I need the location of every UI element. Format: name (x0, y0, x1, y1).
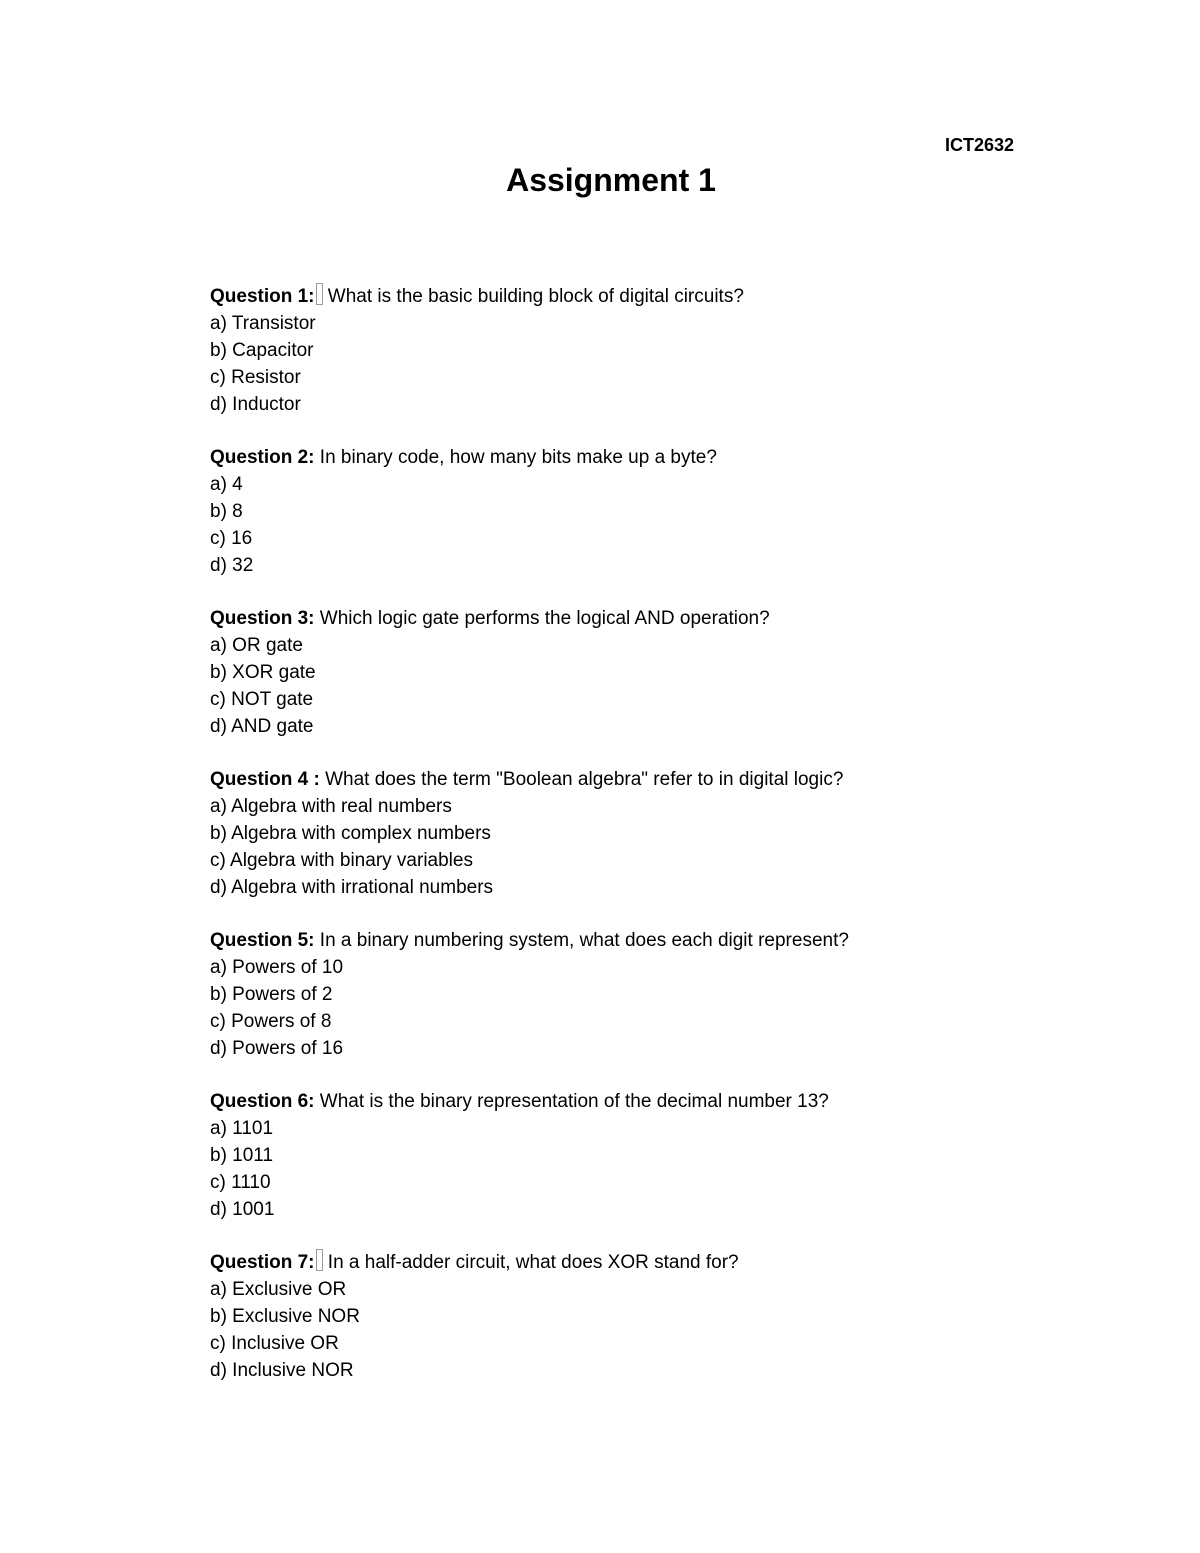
answer-option: c) NOT gate (210, 689, 314, 710)
question-label: Question 2: (210, 447, 315, 468)
answer-option: a) Algebra with real numbers (210, 796, 452, 817)
question-text: In a half-adder circuit, what does XOR stand for? (327, 1252, 739, 1273)
answer-option: c) Algebra with binary variables (210, 850, 473, 871)
question-3 (210, 605, 1070, 740)
answer-option: b) Exclusive NOR (210, 1306, 360, 1327)
question-label: Question 3: (210, 608, 315, 629)
question-6 (210, 1088, 1070, 1223)
answer-option: a) OR gate (210, 635, 303, 656)
answer-option: c) Powers of 8 (210, 1011, 332, 1032)
answer-option: b) 8 (210, 501, 243, 522)
answer-option: c) Inclusive OR (210, 1333, 339, 1354)
answer-option: b) 1011 (210, 1145, 274, 1166)
answer-option: c) 16 (210, 528, 253, 549)
page-title: Assignment 1 (506, 162, 716, 198)
question-text: What is the basic building block of digital circuits? (327, 286, 744, 307)
course-code: ICT2632 (944, 135, 1014, 155)
question-label: Question 4 : (210, 769, 320, 790)
answer-option: a) 4 (210, 474, 243, 495)
answer-option: b) XOR gate (210, 662, 316, 683)
answer-option: a) Powers of 10 (210, 957, 344, 978)
question-label: Question 6: (210, 1091, 315, 1112)
question-text: In a binary numbering system, what does each digit represent? (319, 930, 849, 951)
answer-option: d) 1001 (210, 1199, 275, 1220)
answer-option: d) Algebra with irrational numbers (210, 877, 494, 898)
answer-option: d) Inclusive NOR (210, 1360, 354, 1381)
answer-option: d) AND gate (210, 716, 314, 737)
question-2 (210, 444, 1070, 579)
question-label: Question 1: (210, 286, 315, 307)
question-4 (210, 766, 1070, 901)
answer-option: d) Inductor (210, 394, 301, 415)
text-cursor-marker (316, 283, 323, 305)
question-text: Which logic gate performs the logical AND operation? (319, 608, 770, 629)
question-text: What is the binary representation of the decimal number 13? (319, 1091, 829, 1112)
question-stem (210, 283, 1070, 310)
question-stem (210, 766, 1070, 793)
answer-option: b) Algebra with complex numbers (210, 823, 491, 844)
answer-option: b) Capacitor (210, 340, 314, 361)
question-5 (210, 927, 1070, 1062)
answer-option: a) Exclusive OR (210, 1279, 347, 1300)
question-stem (210, 444, 1070, 471)
question-text: In binary code, how many bits make up a byte? (319, 447, 717, 468)
question-label: Question 5: (210, 930, 315, 951)
answer-option: d) 32 (210, 555, 254, 576)
question-stem (210, 1088, 1070, 1115)
answer-option: c) 1110 (210, 1172, 271, 1193)
answer-option: c) Resistor (210, 367, 301, 388)
question-7 (210, 1249, 1070, 1384)
text-cursor-marker (316, 1249, 323, 1271)
question-1 (210, 283, 1070, 418)
question-text: What does the term "Boolean algebra" refer to in digital logic? (325, 769, 844, 790)
question-stem (210, 1249, 1070, 1276)
question-list (210, 283, 1070, 1410)
question-label: Question 7: (210, 1252, 315, 1273)
answer-option: d) Powers of 16 (210, 1038, 344, 1059)
answer-option: a) 1101 (210, 1118, 274, 1139)
answer-option: a) Transistor (210, 313, 316, 334)
question-stem (210, 605, 1070, 632)
answer-option: b) Powers of 2 (210, 984, 333, 1005)
question-stem (210, 927, 1070, 954)
